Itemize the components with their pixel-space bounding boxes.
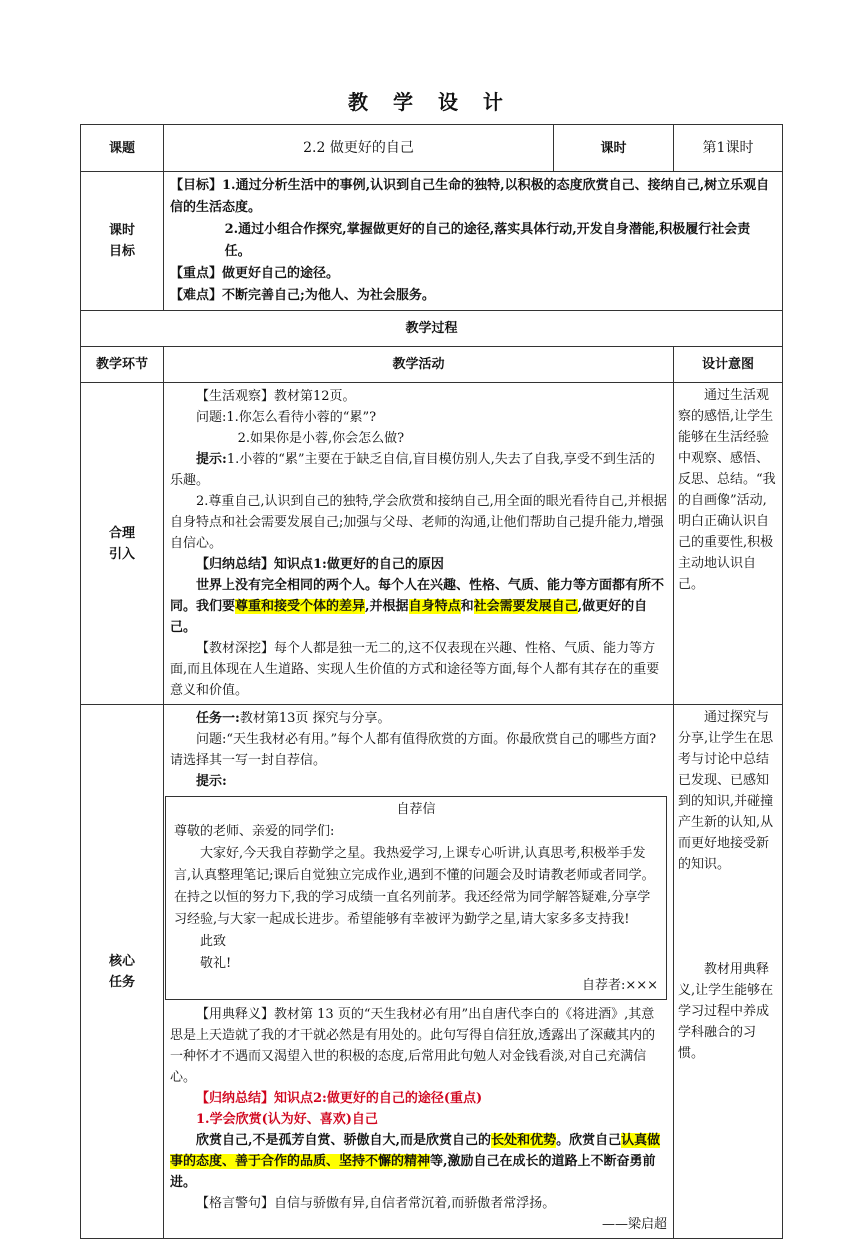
difficult-point: 【难点】不断完善自己;为他人、为社会服务。	[170, 288, 435, 303]
task-question: 问题:“天生我材必有用。”每个人都有值得欣赏的方面。你最欣赏自己的哪些方面?请选择其一写一封自荐信。	[170, 732, 657, 768]
column-step: 教学环节	[81, 347, 164, 383]
summary-1-heading: 【归纳总结】知识点1:做更好的自己的原因	[196, 557, 444, 572]
section-intro-label-line1: 合理	[108, 525, 135, 541]
hint-2: 2.尊重自己,认识到自己的独特,学会欣赏和接纳自己,用全面的眼光看待自己,并根据自身特点和社会需要发展自己;加强与父母、老师的沟通,让他们帮助自己提升能力,增强自信心。	[170, 494, 667, 551]
period-value: 第1课时	[674, 125, 783, 172]
motto: 【格言警句】自信与骄傲有异,自信者常沉着,而骄傲者常浮扬。	[196, 1196, 556, 1211]
objectives-label-line2: 目标	[108, 244, 135, 259]
section-core-label-line2: 任务	[108, 974, 135, 990]
lesson-plan-table	[80, 124, 783, 1239]
question-2: 2.如果你是小蓉,你会怎么做?	[237, 431, 405, 446]
letter-close-1: 此致	[200, 934, 227, 949]
hint-1: 提示:1.小蓉的“累”主要在于缺乏自信,盲目模仿别人,失去了自我,享受不到生活的乐趣。	[170, 452, 655, 488]
objectives-row	[81, 172, 783, 311]
summary-2-text: 欣赏自己,不是孤芳自赏、骄傲自大,而是欣赏自己的长处和优势。欣赏自己认真做事的态度、善于合作的品质、坚持不懈的精神等,激励自己在成长的道路上不断奋勇前进。	[170, 1133, 661, 1190]
section-intro-label-line2: 引入	[108, 546, 135, 562]
objectives-label-line1: 课时	[108, 223, 135, 238]
observation: 【生活观察】教材第12页。	[196, 389, 356, 404]
section-core-intent-1: 通过探究与分享,让学生在思考与讨论中总结已发现、已感知到的知识,并碰撞产生新的认知,从而更好地接受新的知识。	[678, 710, 774, 872]
section-intro-activity	[164, 383, 674, 705]
process-title: 教学过程	[81, 311, 783, 347]
goal-2: 2.通过小组合作探究,掌握做更好的自己的途径,落实具体行动,开发自身潜能,积极履行社会责任。	[224, 222, 751, 259]
document-title: 教 学 设 计	[348, 90, 512, 114]
column-activity: 教学活动	[164, 347, 674, 383]
motto-author: ——梁启超	[601, 1217, 667, 1232]
classic-explanation: 【用典释义】教材第 13 页的“天生我材必有用”出自唐代李白的《将进酒》,其意思是上天造就了我的才干就必然是有用处的。此句写得自信狂放,透露出了深藏其内的一种怀才不遇而又渴望入世的积极的态度,后常用此句勉人对金钱看淡,对自己充满信心。	[170, 1007, 656, 1085]
question-1: 问题:1.你怎么看待小蓉的“累”?	[196, 410, 377, 425]
section-core-activity	[164, 705, 674, 1239]
task-1: 任务一:教材第13页 探究与分享。	[196, 711, 391, 726]
key-point: 【重点】做更好自己的途径。	[170, 266, 340, 281]
summary-1-text: 世界上没有完全相同的两个人。每个人在兴趣、性格、气质、能力等方面都有所不同。我们要尊重和接受个体的差异,并根据自身特点和社会需要发展自己,做更好的自己。	[170, 578, 665, 635]
task-hint-label: 提示:	[196, 774, 227, 789]
process-title-row	[81, 311, 783, 347]
period-label: 课时	[554, 125, 674, 172]
section-intro-label	[81, 383, 164, 705]
letter-body: 大家好,今天我自荐勤学之星。我热爱学习,上课专心听讲,认真思考,积极举手发言,认真整理笔记;课后自觉独立完成作业,遇到不懂的问题会及时请教老师或者同学。在持之以恒的努力下,我的学习成绩一直名列前茅。我还经常为同学解答疑难,分享学习经验,与大家一起成长进步。希望能够有幸被评为勤学之星,请大家多多支持我!	[174, 846, 655, 927]
section-core-label	[81, 705, 164, 1239]
column-header-row	[81, 347, 783, 383]
section-core-row	[81, 705, 783, 1239]
section-core-label-line1: 核心	[108, 953, 135, 969]
section-intro-row	[81, 383, 783, 705]
summary-2-subtitle: 1.学会欣赏(认为好、喜欢)自己	[196, 1112, 378, 1127]
objectives-content	[164, 172, 783, 311]
letter-title: 自荐信	[396, 802, 436, 817]
summary-2-heading: 【归纳总结】知识点2:做更好的自己的途径(重点)	[196, 1091, 483, 1106]
section-intro-intent	[674, 383, 783, 705]
section-core-intent	[674, 705, 783, 1239]
deep-dive: 【教材深挖】每个人都是独一无二的,这不仅表现在兴趣、性格、气质、能力等方面,而且体现在人生道路、实现人生价值的方式和途径等方面,每个人都有其存在的重要意义和价值。	[170, 641, 660, 698]
section-intro-intent-text: 通过生活观察的感悟,让学生能够在生活经验中观察、感悟、反思、总结。“我的自画像”活动,明白正确认识自己的重要性,积极主动地认识自己。	[678, 388, 776, 592]
section-core-intent-2: 教材用典释义,让学生能够在学习过程中养成学科融合的习惯。	[678, 962, 774, 1061]
recommendation-letter	[165, 796, 667, 1000]
letter-greeting: 尊敬的老师、亲爱的同学们:	[174, 824, 335, 839]
goal-1: 【目标】1.通过分析生活中的事例,认识到自己生命的独特,以积极的态度欣赏自己、接纳自己,树立乐观自信的生活态度。	[170, 178, 770, 215]
letter-close-2: 敬礼!	[200, 956, 232, 971]
topic-value: 2.2 做更好的自己	[164, 125, 554, 172]
topic-label: 课题	[81, 125, 164, 172]
objectives-label	[81, 172, 164, 311]
letter-signature: 自荐者:×××	[581, 978, 658, 993]
topic-row	[81, 125, 783, 172]
column-intent: 设计意图	[674, 347, 783, 383]
